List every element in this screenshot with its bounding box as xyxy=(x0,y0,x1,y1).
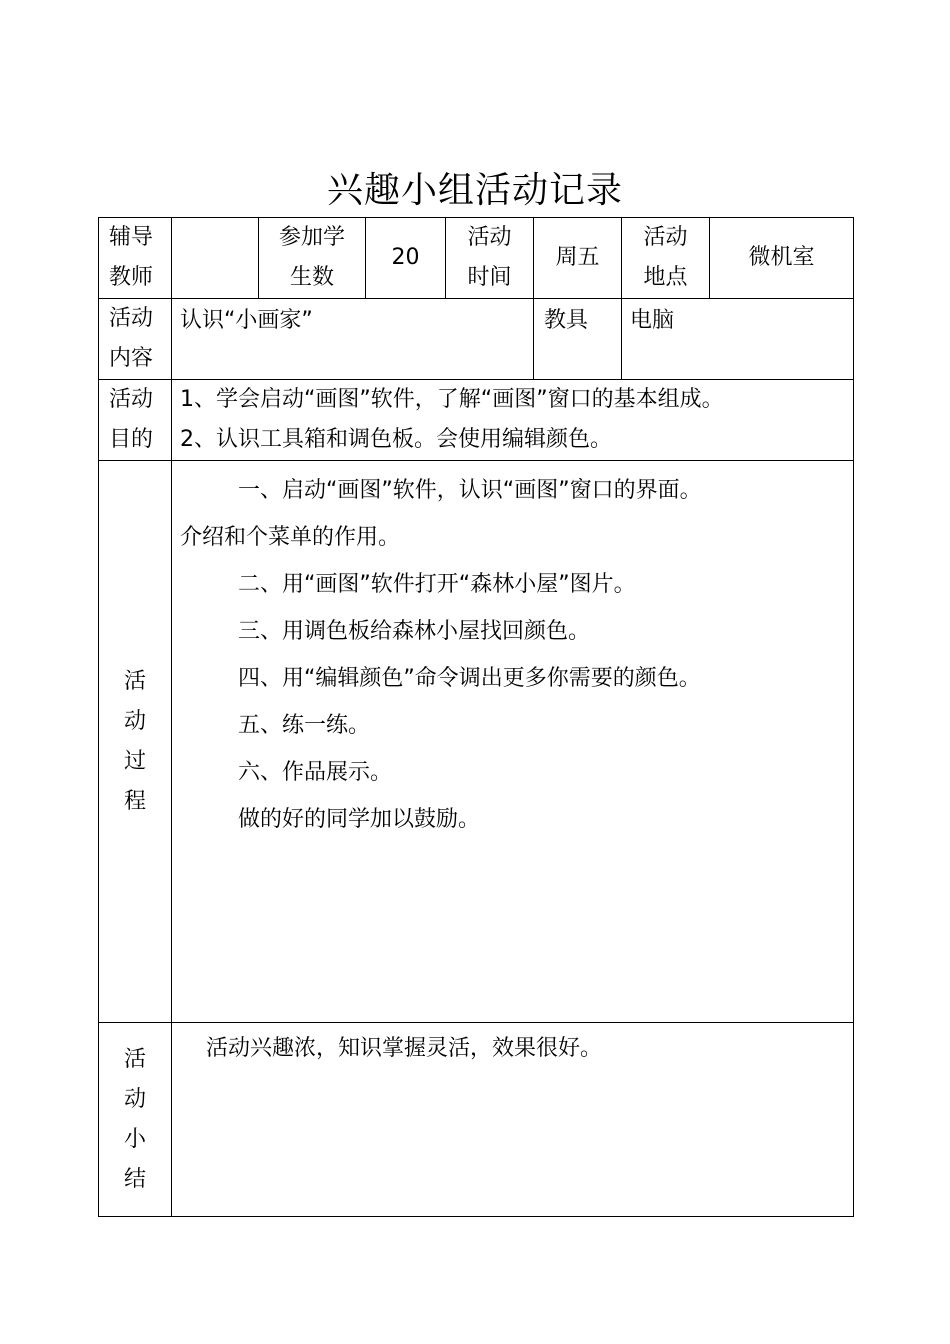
process-content xyxy=(172,461,854,1023)
process-line: 四、用“编辑颜色”命令调出更多你需要的颜色。 xyxy=(238,666,701,691)
process-line: 做的好的同学加以鼓励。 xyxy=(238,807,481,832)
process-label: 活 动 过 程 xyxy=(99,461,172,1023)
purpose-label: 活动 目的 xyxy=(99,380,172,461)
process-line: 六、作品展示。 xyxy=(238,760,393,785)
process-line: 三、用调色板给森林小屋找回颜色。 xyxy=(238,619,591,644)
time-label: 活动 时间 xyxy=(446,218,534,299)
tools-label: 教具 xyxy=(534,299,622,380)
process-line: 介绍和个菜单的作用。 xyxy=(180,525,401,550)
place-label: 活动 地点 xyxy=(622,218,710,299)
participants-label: 参加学 生数 xyxy=(259,218,366,299)
summary-label: 活 动 小 结 xyxy=(99,1023,172,1217)
process-row xyxy=(99,461,854,1023)
process-line: 一、启动“画图”软件，认识“画图”窗口的界面。 xyxy=(238,478,702,503)
place-value: 微机室 xyxy=(710,218,854,299)
time-value: 周五 xyxy=(534,218,622,299)
activity-record-table xyxy=(98,217,854,1217)
tutor-value xyxy=(172,218,259,299)
info-row xyxy=(99,218,854,299)
participants-value: 20 xyxy=(366,218,446,299)
purpose-value xyxy=(172,380,854,461)
content-row xyxy=(99,299,854,380)
tools-value: 电脑 xyxy=(622,299,854,380)
process-line: 五、练一练。 xyxy=(238,713,371,738)
purpose-row xyxy=(99,380,854,461)
purpose-line: 1、学会启动“画图”软件，了解“画图”窗口的基本组成。 xyxy=(180,387,724,412)
purpose-line: 2、认识工具箱和调色板。会使用编辑颜色。 xyxy=(180,427,612,452)
summary-content: 活动兴趣浓，知识掌握灵活，效果很好。 xyxy=(172,1023,854,1217)
process-line: 二、用“画图”软件打开“森林小屋”图片。 xyxy=(238,572,636,597)
page-title: 兴趣小组活动记录 xyxy=(326,170,623,211)
tutor-label: 辅导 教师 xyxy=(99,218,172,299)
content-label: 活动 内容 xyxy=(99,299,172,380)
summary-row xyxy=(99,1023,854,1217)
content-value: 认识“小画家” xyxy=(172,299,534,380)
